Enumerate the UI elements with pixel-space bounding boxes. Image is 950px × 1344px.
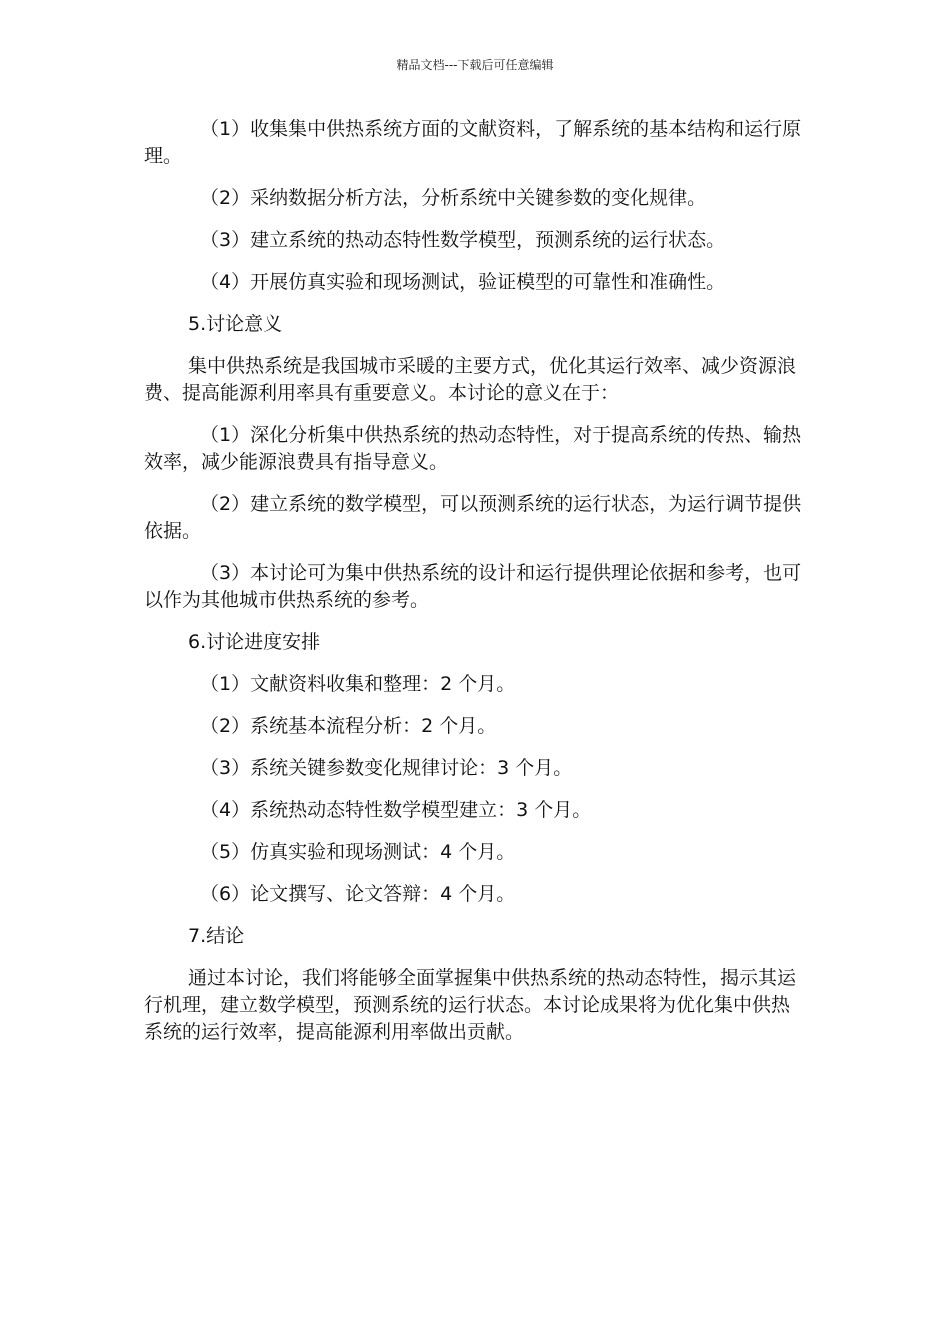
- list-item: （1）收集集中供热系统方面的文献资料，了解系统的基本结构和运行原理。: [144, 118, 802, 167]
- list-item: （6）论文撰写、论文答辩：4 个月。: [200, 883, 516, 905]
- list-item: （2）建立系统的数学模型，可以预测系统的运行状态，为运行调节提供依据。: [144, 493, 802, 542]
- list-item: （2）系统基本流程分析：2 个月。: [200, 715, 497, 737]
- list-item: （1）深化分析集中供热系统的热动态特性，对于提高系统的传热、输热效率，减少能源浪费具有指导意义。: [144, 424, 802, 473]
- body-paragraph: 通过本讨论，我们将能够全面掌握集中供热系统的热动态特性，揭示其运行机理，建立数学模型，预测系统的运行状态。本讨论成果将为优化集中供热系统的运行效率，提高能源利用率做出贡献。: [144, 967, 797, 1043]
- list-item: （4）开展仿真实验和现场测试，验证模型的可靠性和准确性。: [200, 271, 726, 293]
- list-item: （3）本讨论可为集中供热系统的设计和运行提供理论依据和参考，也可以作为其他城市供热系统的参考。: [144, 562, 802, 611]
- list-item: （4）系统热动态特性数学模型建立：3 个月。: [200, 799, 592, 821]
- list-item: （5）仿真实验和现场测试：4 个月。: [200, 841, 516, 863]
- page-header: 精品文档---下载后可任意编辑: [396, 58, 554, 72]
- section-heading: 5.讨论意义: [188, 313, 283, 335]
- list-item: （3）系统关键参数变化规律讨论：3 个月。: [200, 757, 573, 779]
- list-item: （1）文献资料收集和整理：2 个月。: [200, 673, 516, 695]
- list-item: （2）采纳数据分析方法，分析系统中关键参数的变化规律。: [200, 187, 707, 209]
- section-heading: 6.讨论进度安排: [188, 631, 321, 653]
- document-body: [144, 116, 808, 1061]
- section-heading: 7.结论: [188, 925, 245, 947]
- body-paragraph: 集中供热系统是我国城市采暖的主要方式，优化其运行效率、减少资源浪费、提高能源利用率具有重要意义。本讨论的意义在于：: [144, 355, 797, 404]
- list-item: （3）建立系统的热动态特性数学模型，预测系统的运行状态。: [200, 229, 726, 251]
